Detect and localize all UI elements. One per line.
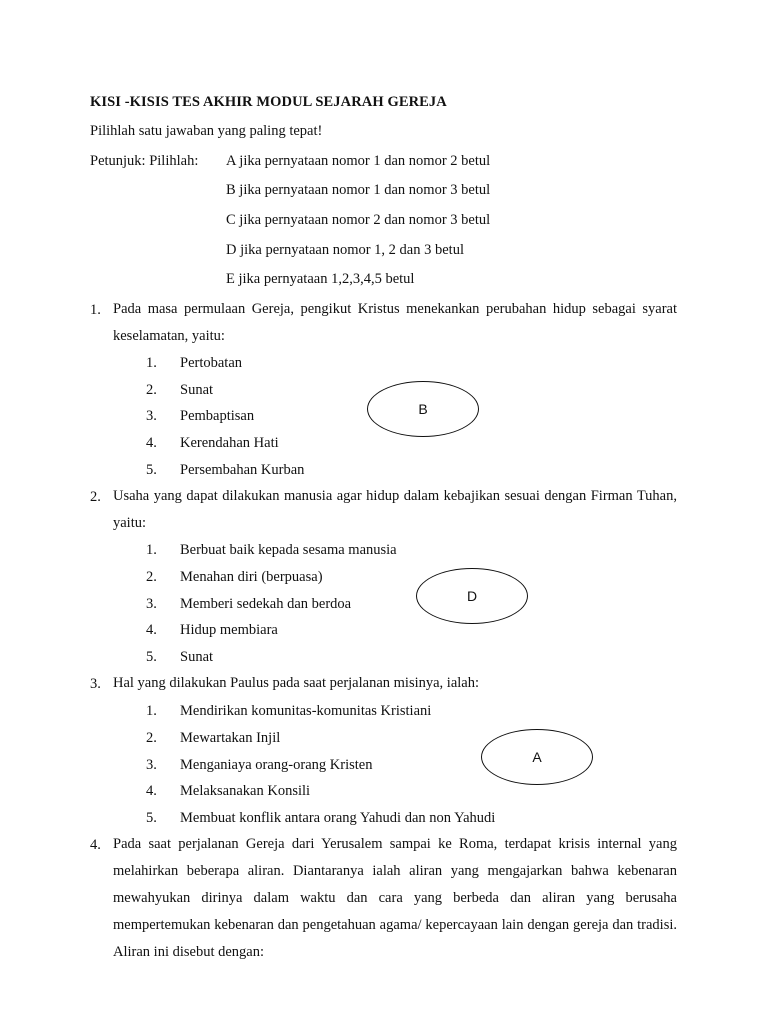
q2-item-5-text: Sunat: [180, 649, 214, 665]
q3-item-2-number: 2.: [146, 730, 157, 746]
q3-item-3-text: Menganiaya orang-orang Kristen: [180, 757, 373, 773]
q1-item-1-text: Pertobatan: [180, 355, 243, 371]
q3-item-5-text: Membuat konflik antara orang Yahudi dan non Yahudi: [180, 810, 496, 826]
q2-item-1-number: 1.: [146, 542, 157, 558]
q2-answer-oval: [416, 568, 528, 624]
q1-item-3-text: Pembaptisan: [180, 408, 255, 424]
question-2-number: 2.: [90, 489, 101, 505]
q1-item-2-number: 2.: [146, 382, 157, 398]
q2-item-1-text: Berbuat baik kepada sesama manusia: [180, 542, 397, 558]
question-4-number: 4.: [90, 837, 101, 853]
question-3-text: Hal yang dilakukan Paulus pada saat perjalanan misinya, ialah:: [113, 675, 480, 691]
petunjuk-option-d: D jika pernyataan nomor 1, 2 dan 3 betul: [226, 242, 464, 258]
document-title: KISI -KISIS TES AKHIR MODUL SEJARAH GEREJA: [90, 94, 447, 110]
petunjuk-option-b: B jika pernyataan nomor 1 dan nomor 3 betul: [226, 182, 491, 198]
q2-item-2-text: Menahan diri (berpuasa): [180, 569, 323, 585]
q2-item-4-number: 4.: [146, 622, 157, 638]
q3-item-3-number: 3.: [146, 757, 157, 773]
q1-item-5-text: Persembahan Kurban: [180, 462, 305, 478]
instruction-text: Pilihlah satu jawaban yang paling tepat!: [90, 123, 323, 139]
q3-answer-oval: [481, 729, 593, 785]
q1-item-5-number: 5.: [146, 462, 157, 478]
q3-item-4-number: 4.: [146, 783, 157, 799]
q1-item-3-number: 3.: [146, 408, 157, 424]
q3-item-4-text: Melaksanakan Konsili: [180, 783, 311, 799]
q2-item-4-text: Hidup membiara: [180, 622, 278, 638]
q2-item-5-number: 5.: [146, 649, 157, 665]
q3-item-2-text: Mewartakan Injil: [180, 730, 281, 746]
q1-answer-oval: [367, 381, 479, 437]
q2-item-3-text: Memberi sedekah dan berdoa: [180, 596, 352, 612]
q2-answer-letter: D: [466, 588, 478, 604]
q1-item-4-text: Kerendahan Hati: [180, 435, 279, 451]
q2-item-2-number: 2.: [146, 569, 157, 585]
q3-answer-letter: A: [532, 749, 542, 765]
petunjuk-option-a: A jika pernyataan nomor 1 dan nomor 2 betul: [226, 153, 491, 169]
question-1-number: 1.: [90, 302, 101, 318]
q1-item-2-text: Sunat: [180, 382, 214, 398]
q1-answer-letter: B: [418, 401, 428, 417]
question-3-number: 3.: [90, 676, 101, 692]
petunjuk-option-c: C jika pernyataan nomor 2 dan nomor 3 betul: [226, 212, 491, 228]
question-2-text: Usaha yang dapat dilakukan manusia agar hidup dalam kebajikan sesuai dengan Firman Tuhan, yaitu:: [113, 488, 677, 531]
q3-item-1-number: 1.: [146, 703, 157, 719]
q1-item-4-number: 4.: [146, 435, 157, 451]
q3-item-5-number: 5.: [146, 810, 157, 826]
q3-item-1-text: Mendirikan komunitas-komunitas Kristiani: [180, 703, 432, 719]
q1-item-1-number: 1.: [146, 355, 157, 371]
q2-item-3-number: 3.: [146, 596, 157, 612]
petunjuk-option-e: E jika pernyataan 1,2,3,4,5 betul: [226, 271, 415, 287]
question-4-text: Pada saat perjalanan Gereja dari Yerusalem sampai ke Roma, terdapat krisis internal yang melahirkan beberapa aliran. Diantaranya ialah aliran yang mengajarkan bahwa kebenaran mewahyukan dirinya dalam waktu dan cara yang berbeda dan aliran yang berusaha mempertemukan kebenaran dan pengetahuan agama/ kepercayaan lain dengan gereja dan tradisi. Aliran ini disebut dengan:: [113, 836, 677, 960]
petunjuk-label: Petunjuk: Pilihlah:: [90, 153, 199, 169]
question-1-text: Pada masa permulaan Gereja, pengikut Kristus menekankan perubahan hidup sebagai syarat keselamatan, yaitu:: [113, 301, 677, 344]
